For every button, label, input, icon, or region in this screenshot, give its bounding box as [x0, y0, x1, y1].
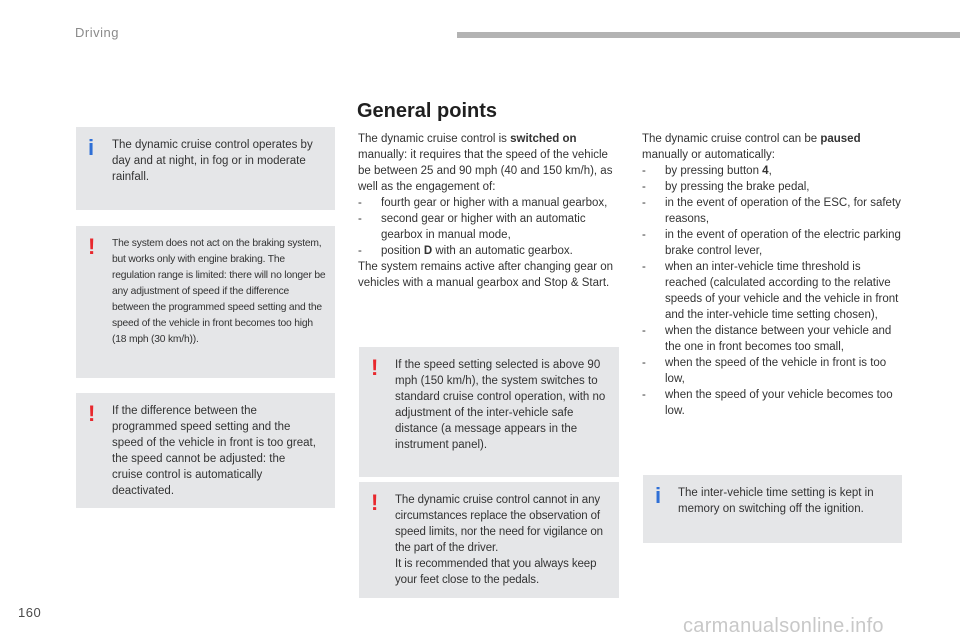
list-item: - when an inter-vehicle time threshold is reached (calculated according to the relative speeds of your vehicle and the vehicle in front and the inter-vehicle time setting chosen), — [642, 261, 899, 321]
list-item: - when the speed of your vehicle becomes too low. — [642, 389, 893, 417]
warning-icon: ! — [88, 401, 96, 426]
warning-icon: ! — [371, 355, 379, 380]
pause-section — [642, 131, 904, 419]
switch-on-intro: The dynamic cruise control is switched on manually: it requires that the speed of the vehicle be between 25 and 90 mph (40 and 150 km/h), as well as the engagement of: — [358, 133, 613, 193]
info-icon: i — [88, 135, 95, 160]
list-item: - in the event of operation of the electric parking brake control lever, — [642, 229, 901, 257]
page-number: 160 — [18, 605, 42, 620]
list-item: - when the distance between your vehicle and the one in front becomes too small, — [642, 325, 892, 353]
list-item: - when the speed of the vehicle in front is too low, — [642, 357, 887, 385]
watermark: carmanualsonline.info — [683, 615, 884, 637]
warning-braking-text: The system does not act on the braking system, but works only with engine braking. The regulation range is limited: there will no longer be any adjustment of speed if the difference between the programmed speed setting and the speed of the vehicle in front becomes too high (18 mph (30 km/h)). — [112, 238, 326, 345]
section-title: Driving — [75, 25, 119, 40]
warning-speed-text: If the speed setting selected is above 90 mph (150 km/h), the system switches to standard cruise control operation, with no adjustment of the inter-vehicle safe distance (a message appears in the instrument panel). — [395, 359, 606, 451]
info-box-memory — [643, 475, 902, 543]
warning-icon: ! — [88, 234, 96, 259]
warning-difference-text: If the difference between the programmed speed setting and the speed of the vehicle in front is too great, the speed cannot be adjusted: the cruise control is automatically deactivated. — [112, 405, 316, 497]
warning-box-difference — [76, 393, 335, 508]
switch-on-closing: The system remains active after changing gear on vehicles with a manual gearbox and Stop & Start. — [358, 261, 614, 289]
warning-icon: ! — [371, 490, 379, 515]
page-heading: General points — [357, 100, 498, 122]
warning-box-braking — [76, 226, 335, 378]
info-box-day-night — [76, 127, 335, 210]
warning-box-vigilance — [359, 482, 619, 598]
warning-vigilance-text: The dynamic cruise control cannot in any circumstances replace the observation of speed limits, nor the need for vigilance on the part of the driver. It is recommended that you always keep your feet close to the pedals. — [395, 494, 603, 586]
list-item: - in the event of operation of the ESC, for safety reasons, — [642, 197, 901, 225]
info-icon: i — [655, 483, 662, 508]
switch-on-section — [358, 131, 620, 291]
info-day-night-text: The dynamic cruise control operates by day and at night, in fog or in moderate rainfall. — [112, 139, 313, 183]
list-item: - second gear or higher with an automatic gearbox in manual mode, — [358, 213, 586, 241]
info-memory-text: The inter-vehicle time setting is kept in memory on switching off the ignition. — [678, 487, 874, 515]
list-item: - by pressing the brake pedal, — [642, 181, 810, 193]
list-item: - by pressing button 4, — [642, 165, 772, 177]
warning-box-speed — [359, 347, 619, 477]
list-item: - fourth gear or higher with a manual gearbox, — [358, 197, 608, 209]
pause-intro: The dynamic cruise control can be paused manually or automatically: — [642, 133, 861, 161]
header-bar — [457, 32, 960, 38]
list-item: - position D with an automatic gearbox. — [358, 245, 573, 257]
